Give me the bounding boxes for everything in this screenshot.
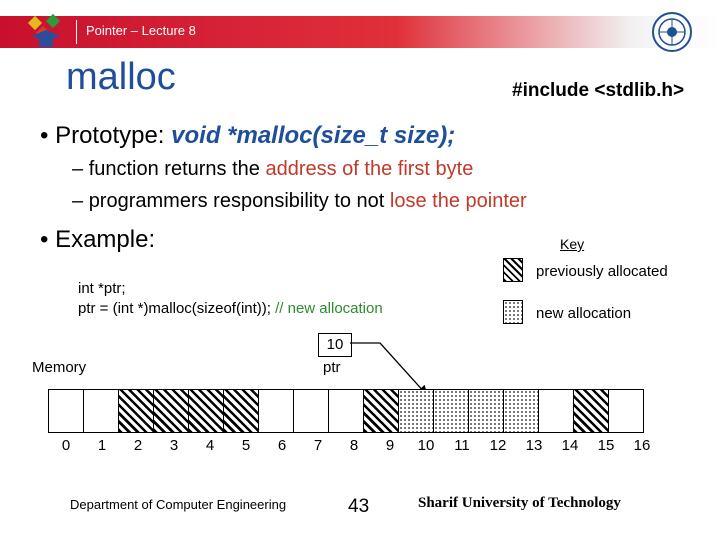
code-line-1: int *ptr; xyxy=(78,280,126,297)
memory-cell-13 xyxy=(503,389,539,433)
memory-index-label: 7 xyxy=(313,437,323,454)
ptr-value-box: 10 xyxy=(318,333,352,357)
memory-index-label: 0 xyxy=(61,437,71,454)
memory-cell-0 xyxy=(48,389,84,433)
code-comment: // new allocation xyxy=(275,300,383,317)
memory-cell-9 xyxy=(363,389,399,433)
memory-index-label: 8 xyxy=(349,437,359,454)
bullet-example: • Example: xyxy=(40,226,156,253)
memory-cell-3 xyxy=(153,389,189,433)
memory-index-label: 15 xyxy=(597,437,615,454)
memory-cell-6 xyxy=(258,389,294,433)
key-title: Key xyxy=(560,236,585,252)
include-directive: #include <stdlib.h> xyxy=(512,80,685,101)
sub-bullet-return: – function returns the address of the first byte xyxy=(72,158,474,180)
key-label-previously-allocated: previously allocated xyxy=(536,263,668,280)
key-label-new-allocation: new allocation xyxy=(536,305,632,322)
code-statement: ptr = (int *)malloc(sizeof(int)); xyxy=(78,300,276,317)
page-number: 43 xyxy=(348,496,370,517)
memory-index-label: 3 xyxy=(169,437,179,454)
memory-cell-2 xyxy=(118,389,154,433)
memory-cell-1 xyxy=(83,389,119,433)
memory-cell-12 xyxy=(468,389,504,433)
memory-cell-16 xyxy=(608,389,644,433)
footer-department: Department of Computer Engineering xyxy=(70,497,287,512)
memory-cell-11 xyxy=(433,389,469,433)
memory-index-label: 10 xyxy=(417,437,435,454)
sub2-text: programmers responsibility to not xyxy=(88,190,390,212)
memory-index-label: 12 xyxy=(489,437,507,454)
bullet-prototype: • Prototype: void *malloc(size_t size); xyxy=(40,122,456,149)
ptr-label: ptr xyxy=(323,359,341,376)
example-label: Example: xyxy=(55,226,156,253)
memory-cell-7 xyxy=(293,389,329,433)
sub1-text: function returns the xyxy=(88,158,266,180)
sub-bullet-responsibility: – programmers responsibility to not lose the pointer xyxy=(72,190,527,212)
sub1-highlight: address of the first byte xyxy=(265,158,474,180)
memory-cell-8 xyxy=(328,389,364,433)
memory-cell-15 xyxy=(573,389,609,433)
sub2-highlight: lose the pointer xyxy=(389,190,527,212)
header-title: Pointer – Lecture 8 xyxy=(86,23,196,38)
memory-index-label: 6 xyxy=(277,437,287,454)
footer-university: Sharif University of Technology xyxy=(418,495,621,511)
memory-cell-5 xyxy=(223,389,259,433)
memory-indices xyxy=(48,437,660,454)
memory-label: Memory xyxy=(32,359,87,376)
memory-index-label: 9 xyxy=(385,437,395,454)
memory-index-label: 4 xyxy=(205,437,215,454)
prototype-label: Prototype: xyxy=(55,122,172,149)
memory-index-label: 1 xyxy=(97,437,107,454)
memory-index-label: 11 xyxy=(454,437,470,454)
slide-title: malloc xyxy=(66,56,176,98)
memory-index-label: 2 xyxy=(133,437,143,454)
prototype-code: void *malloc(size_t size); xyxy=(171,122,456,149)
memory-index-label: 16 xyxy=(633,437,651,454)
memory-index-label: 13 xyxy=(525,437,543,454)
memory-cell-14 xyxy=(538,389,574,433)
memory-cells xyxy=(48,389,660,433)
memory-cell-4 xyxy=(188,389,224,433)
memory-index-label: 14 xyxy=(561,437,579,454)
memory-index-label: 5 xyxy=(241,437,251,454)
memory-cell-10 xyxy=(398,389,434,433)
